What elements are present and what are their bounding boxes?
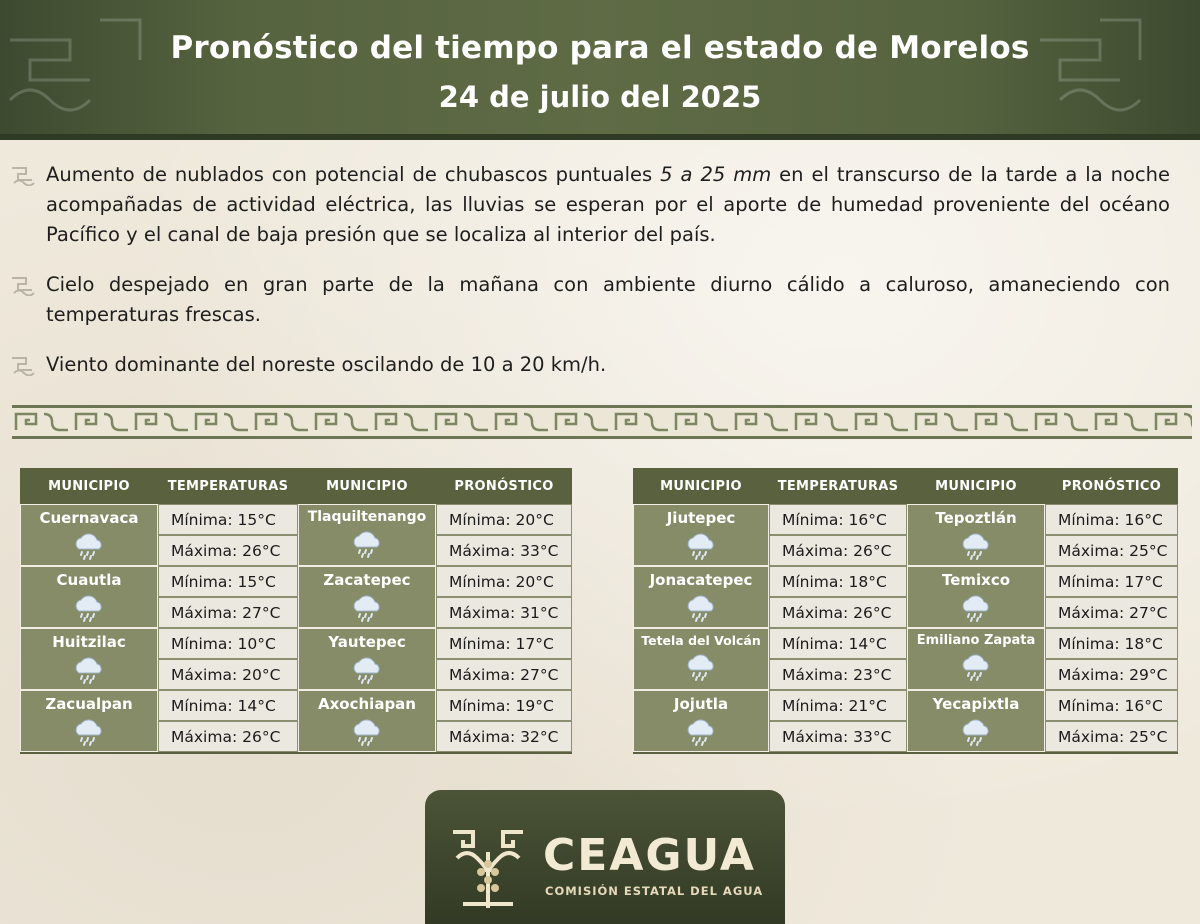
table-row (20, 690, 158, 752)
rain-cloud-icon (958, 717, 994, 747)
paragraph-3-text: Viento dominante del noreste oscilando de 10 a 20 km/h. (46, 353, 607, 376)
table-row (907, 566, 1045, 628)
table-body (633, 504, 1178, 752)
header-municipio: MUNICIPIO (20, 468, 158, 504)
table-row (633, 628, 769, 690)
temperature-column (158, 504, 298, 752)
forecast-column (436, 504, 572, 752)
table-row (633, 690, 769, 752)
temp-min: Mínima: 19°C (436, 690, 572, 721)
municipio-name: Zacatepec (323, 571, 411, 589)
temp-max: Máxima: 32°C (436, 721, 572, 752)
table-row (298, 566, 436, 628)
rain-cloud-icon (683, 717, 719, 747)
forecast-table-right (633, 468, 1178, 754)
rain-cloud-icon (958, 593, 994, 623)
temp-min: Mínima: 15°C (158, 504, 298, 535)
temp-max: Máxima: 26°C (769, 535, 907, 566)
ceagua-footer (425, 790, 785, 924)
municipio-name: Cuernavaca (39, 509, 139, 527)
temp-min: Mínima: 14°C (769, 628, 907, 659)
rain-cloud-icon (71, 717, 107, 747)
header-pattern (0, 0, 1200, 140)
table-row (298, 690, 436, 752)
paragraph-1-text-b: en el transcurso de la tarde a la noche acompañadas de actividad eléctrica, las lluvias se esperan por el aporte de humedad proveniente del océano Pacífico y el canal de baja presión que se localiza al interior del país. (46, 163, 1170, 246)
municipio-column (907, 504, 1045, 752)
table-row (298, 628, 436, 690)
brand-subtitle: COMISIÓN ESTATAL DEL AGUA (545, 884, 764, 898)
table-row (298, 504, 436, 566)
temp-min: Mínima: 10°C (158, 628, 298, 659)
municipio-column (20, 504, 158, 752)
header-pronostico: PRONÓSTICO (436, 468, 572, 504)
rain-cloud-icon (349, 655, 385, 685)
municipio-name: Yautepec (328, 633, 406, 651)
table-row (633, 566, 769, 628)
table-row (633, 504, 769, 566)
decorative-divider (12, 405, 1192, 439)
municipio-name: Huitzilac (52, 633, 126, 651)
municipio-name: Emiliano Zapata (916, 633, 1036, 648)
temp-min: Mínima: 14°C (158, 690, 298, 721)
municipio-name: Temixco (941, 571, 1011, 589)
forecast-paragraph-3 (10, 350, 1170, 380)
temp-max: Máxima: 27°C (1045, 597, 1178, 628)
forecast-table-left (20, 468, 572, 754)
glyph-bullet-icon (10, 274, 36, 296)
table-row (907, 504, 1045, 566)
temp-min: Mínima: 21°C (769, 690, 907, 721)
temp-max: Máxima: 31°C (436, 597, 572, 628)
rain-amount: 5 a 25 mm (660, 163, 772, 186)
temp-min: Mínima: 15°C (158, 566, 298, 597)
municipio-name: Axochiapan (318, 695, 416, 713)
temp-min: Mínima: 16°C (1045, 690, 1178, 721)
municipio-name: Tlaquiltenango (307, 509, 427, 525)
temp-max: Máxima: 26°C (158, 721, 298, 752)
municipio-column (633, 504, 769, 752)
temp-min: Mínima: 18°C (1045, 628, 1178, 659)
rain-cloud-icon (958, 531, 994, 561)
table-body (20, 504, 572, 752)
rain-cloud-icon (683, 652, 719, 682)
header-municipio: MUNICIPIO (907, 468, 1045, 504)
ceagua-logo-icon (443, 818, 533, 914)
rain-cloud-icon (71, 655, 107, 685)
rain-cloud-icon (683, 593, 719, 623)
municipio-name: Jonacatepec (649, 571, 753, 589)
table-header-row (20, 468, 572, 504)
municipio-name: Cuautla (56, 571, 122, 589)
municipio-name: Jojutla (673, 695, 729, 713)
temp-max: Máxima: 33°C (769, 721, 907, 752)
municipio-name: Tepoztlán (935, 509, 1017, 527)
rain-cloud-icon (958, 652, 994, 682)
divider-pattern (12, 408, 1192, 436)
header-municipio: MUNICIPIO (298, 468, 436, 504)
temp-min: Mínima: 16°C (1045, 504, 1178, 535)
temp-min: Mínima: 17°C (436, 628, 572, 659)
table-row (20, 628, 158, 690)
page-date: 24 de julio del 2025 (438, 80, 762, 114)
temp-max: Máxima: 23°C (769, 659, 907, 690)
temp-min: Mínima: 17°C (1045, 566, 1178, 597)
temperature-column (769, 504, 907, 752)
header-municipio: MUNICIPIO (633, 468, 769, 504)
page-header (0, 0, 1200, 140)
municipio-name: Tetela del Volcán (641, 633, 761, 648)
temp-min: Mínima: 18°C (769, 566, 907, 597)
table-header-row (633, 468, 1178, 504)
municipio-column (298, 504, 436, 752)
forecast-column (1045, 504, 1178, 752)
forecast-paragraph-1 (10, 160, 1170, 250)
temp-max: Máxima: 25°C (1045, 721, 1178, 752)
table-row (907, 628, 1045, 690)
paragraph-1-text-a: Aumento de nublados con potencial de chubascos puntuales (46, 163, 661, 186)
page-title: Pronóstico del tiempo para el estado de Morelos (170, 30, 1030, 66)
rain-cloud-icon (349, 529, 385, 559)
municipio-name: Zacualpan (45, 695, 133, 713)
header-pronostico: PRONÓSTICO (1045, 468, 1178, 504)
table-row (907, 690, 1045, 752)
rain-cloud-icon (349, 593, 385, 623)
temp-max: Máxima: 25°C (1045, 535, 1178, 566)
temp-max: Máxima: 33°C (436, 535, 572, 566)
municipio-name: Jiutepec (666, 509, 736, 527)
header-temperaturas: TEMPERATURAS (769, 468, 907, 504)
table-row (20, 504, 158, 566)
rain-cloud-icon (71, 531, 107, 561)
temp-max: Máxima: 27°C (158, 597, 298, 628)
glyph-bullet-icon (10, 354, 36, 376)
table-row (20, 566, 158, 628)
forecast-paragraph-2 (10, 270, 1170, 330)
temp-min: Mínima: 20°C (436, 566, 572, 597)
rain-cloud-icon (71, 593, 107, 623)
temp-max: Máxima: 26°C (769, 597, 907, 628)
temp-max: Máxima: 29°C (1045, 659, 1178, 690)
temp-max: Máxima: 27°C (436, 659, 572, 690)
municipio-name: Yecapixtla (932, 695, 1020, 713)
rain-cloud-icon (683, 531, 719, 561)
glyph-bullet-icon (10, 164, 36, 186)
paragraph-2-text: Cielo despejado en gran parte de la mañana con ambiente diurno cálido a caluroso, amaneciendo con temperaturas frescas. (46, 273, 1170, 326)
temp-max: Máxima: 20°C (158, 659, 298, 690)
forecast-paragraphs (10, 160, 1170, 380)
temp-min: Mínima: 20°C (436, 504, 572, 535)
temp-min: Mínima: 16°C (769, 504, 907, 535)
rain-cloud-icon (349, 717, 385, 747)
header-temperaturas: TEMPERATURAS (158, 468, 298, 504)
temp-max: Máxima: 26°C (158, 535, 298, 566)
brand-name: CEAGUA (543, 830, 756, 881)
